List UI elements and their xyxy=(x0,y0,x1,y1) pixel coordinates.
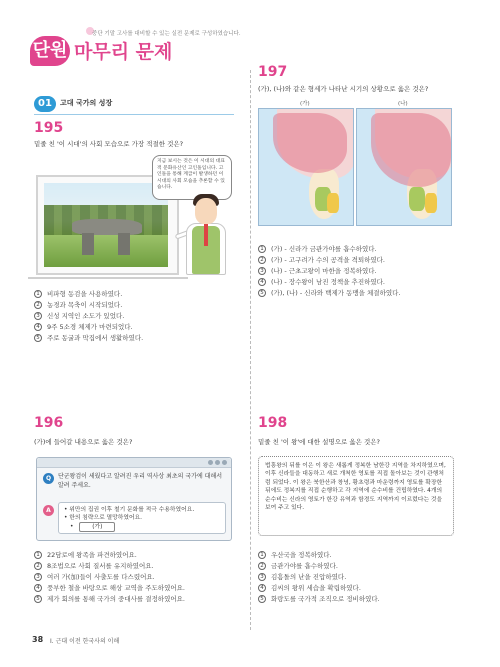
choice-item[interactable]: 5 (가), (나) - 신라와 백제가 동맹을 체결하였다. xyxy=(258,288,400,299)
choice-item[interactable]: 3 김흠돌의 난을 진압하였다. xyxy=(258,572,380,583)
answer-line-1: • 위만의 집권 이후 철기 문화를 적극 수용하였어요. xyxy=(64,507,195,513)
answer-blank: (가) xyxy=(79,522,115,532)
question-number-198: 198 xyxy=(258,415,288,431)
page-title: 마무리 문제 xyxy=(74,41,173,63)
question-number-195: 195 xyxy=(34,120,64,136)
page-number: 38 xyxy=(32,635,44,644)
question-bubble-text: 단군왕검이 세웠다고 알려진 우리 역사상 최초의 국가에 대해서 알려 주세요. xyxy=(58,473,223,489)
browser-title-bar xyxy=(37,458,231,468)
browser-window xyxy=(36,457,232,541)
question-text-197: (가), (나)와 같은 형세가 나타난 시기의 상황으로 옳은 것은? xyxy=(258,85,429,93)
map-label-b: (나) xyxy=(398,101,408,107)
choice-item[interactable]: 2 농경과 목축이 시작되었다. xyxy=(34,300,143,311)
choice-item[interactable]: 4 (나) - 장수왕이 남진 정책을 추진하였다. xyxy=(258,277,400,288)
choice-item[interactable]: 2 금관가야를 흡수하였다. xyxy=(258,561,380,572)
passage-box: 법흥왕의 뒤를 이은 이 왕은 새롭게 정복한 남한강 지역을 차지하였으며, 이후 신라들을 대동하고 새로 개척한 영토를 직접 돌아보는 것이 관행처럼 되었다. 이 왕은 북한산과 창녕, 황초령과 마운령까지 영토를 확장한 뒤에도 정복지를 직접 순행하고 각 지역에 순수비를 건립하였다. 4개의 순수비는 신라의 영토가 한강 유역과 함경도 지역까지 이르렀다는 것을 보여 주고 있다. xyxy=(258,456,454,536)
teacher-speech-bubble: 지금 보시는 것은 이 시대의 대표적 문화유산인 고인돌입니다. 고인돌을 통해 계급이 발생하던 이 시대의 사회 모습을 추론할 수 있습니다. xyxy=(152,155,232,200)
question-number-197: 197 xyxy=(258,64,288,80)
choices-198 xyxy=(258,550,380,605)
choice-item[interactable]: 5 제가 회의를 통해 국가의 중대사를 결정하였어요. xyxy=(34,594,185,605)
section-number-badge: 01 xyxy=(34,96,56,112)
choice-item[interactable]: 3 (나) - 근초고왕이 마한을 정복하였다. xyxy=(258,266,400,277)
question-text-198: 밑줄 친 '이 왕'에 대한 설명으로 옳은 것은? xyxy=(258,438,380,446)
section-title: 고대 국가의 성장 xyxy=(60,99,113,107)
question-text-195: 밑줄 친 '이 시대'의 사회 모습으로 가장 적절한 것은? xyxy=(34,140,184,148)
choices-195 xyxy=(34,289,143,344)
choice-item[interactable]: 2 (가) - 고구려가 수의 공격을 격퇴하였다. xyxy=(258,255,400,266)
choice-item[interactable]: 4 9주 5소경 체제가 마련되었다. xyxy=(34,322,143,333)
answer-icon: A xyxy=(43,505,54,516)
choice-item[interactable]: 1 22담로에 왕족을 파견하였어요. xyxy=(34,550,185,561)
choice-item[interactable]: 4 풍부한 철을 바탕으로 해상 교역을 주도하였어요. xyxy=(34,583,185,594)
choice-item[interactable]: 2 8조법으로 사회 질서를 유지하였어요. xyxy=(34,561,185,572)
section-underline xyxy=(34,114,234,115)
choice-item[interactable]: 3 신성 지역인 소도가 있었다. xyxy=(34,311,143,322)
choice-item[interactable]: 1 비파형 동검을 사용하였다. xyxy=(34,289,143,300)
footer-chapter: Ⅰ. 근대 이전 한국사의 이해 xyxy=(50,638,120,645)
dolmen-photo xyxy=(44,183,168,267)
choice-item[interactable]: 1 (가) - 신라가 금관가야를 흡수하였다. xyxy=(258,244,400,255)
question-number-196: 196 xyxy=(34,415,64,431)
column-divider xyxy=(250,70,251,630)
question-text-196: (가)에 들어갈 내용으로 옳은 것은? xyxy=(34,438,133,446)
board-stand xyxy=(28,277,188,279)
answer-box: • 위만의 집권 이후 철기 문화를 적극 수용하였어요. • 한의 침략으로 멸망하였어요. • (가) xyxy=(58,502,226,534)
choice-item[interactable]: 5 화랑도를 국가적 조직으로 정비하였다. xyxy=(258,594,380,605)
choice-item[interactable]: 5 주로 동굴과 막집에서 생활하였다. xyxy=(34,333,143,344)
choices-197 xyxy=(258,244,400,299)
choice-item[interactable]: 3 여러 가(加)들이 사출도를 다스렸어요. xyxy=(34,572,185,583)
question-row xyxy=(43,472,227,496)
choices-196 xyxy=(34,550,185,605)
choice-item[interactable]: 1 우산국을 정복하였다. xyxy=(258,550,380,561)
map-label-a: (가) xyxy=(300,101,310,107)
header-subtitle: 중단 기말 고사를 대비할 수 있는 실전 문제로 구성하였습니다. xyxy=(92,31,241,37)
choice-item[interactable]: 4 김씨의 왕위 세습을 확립하였다. xyxy=(258,583,380,594)
answer-line-2: • 한의 침략으로 멸망하였어요. xyxy=(64,515,142,521)
unit-badge: 단원 xyxy=(30,36,70,66)
map-b xyxy=(356,108,452,226)
question-icon: Q xyxy=(43,473,54,484)
answer-row xyxy=(43,502,227,536)
map-a xyxy=(258,108,354,226)
